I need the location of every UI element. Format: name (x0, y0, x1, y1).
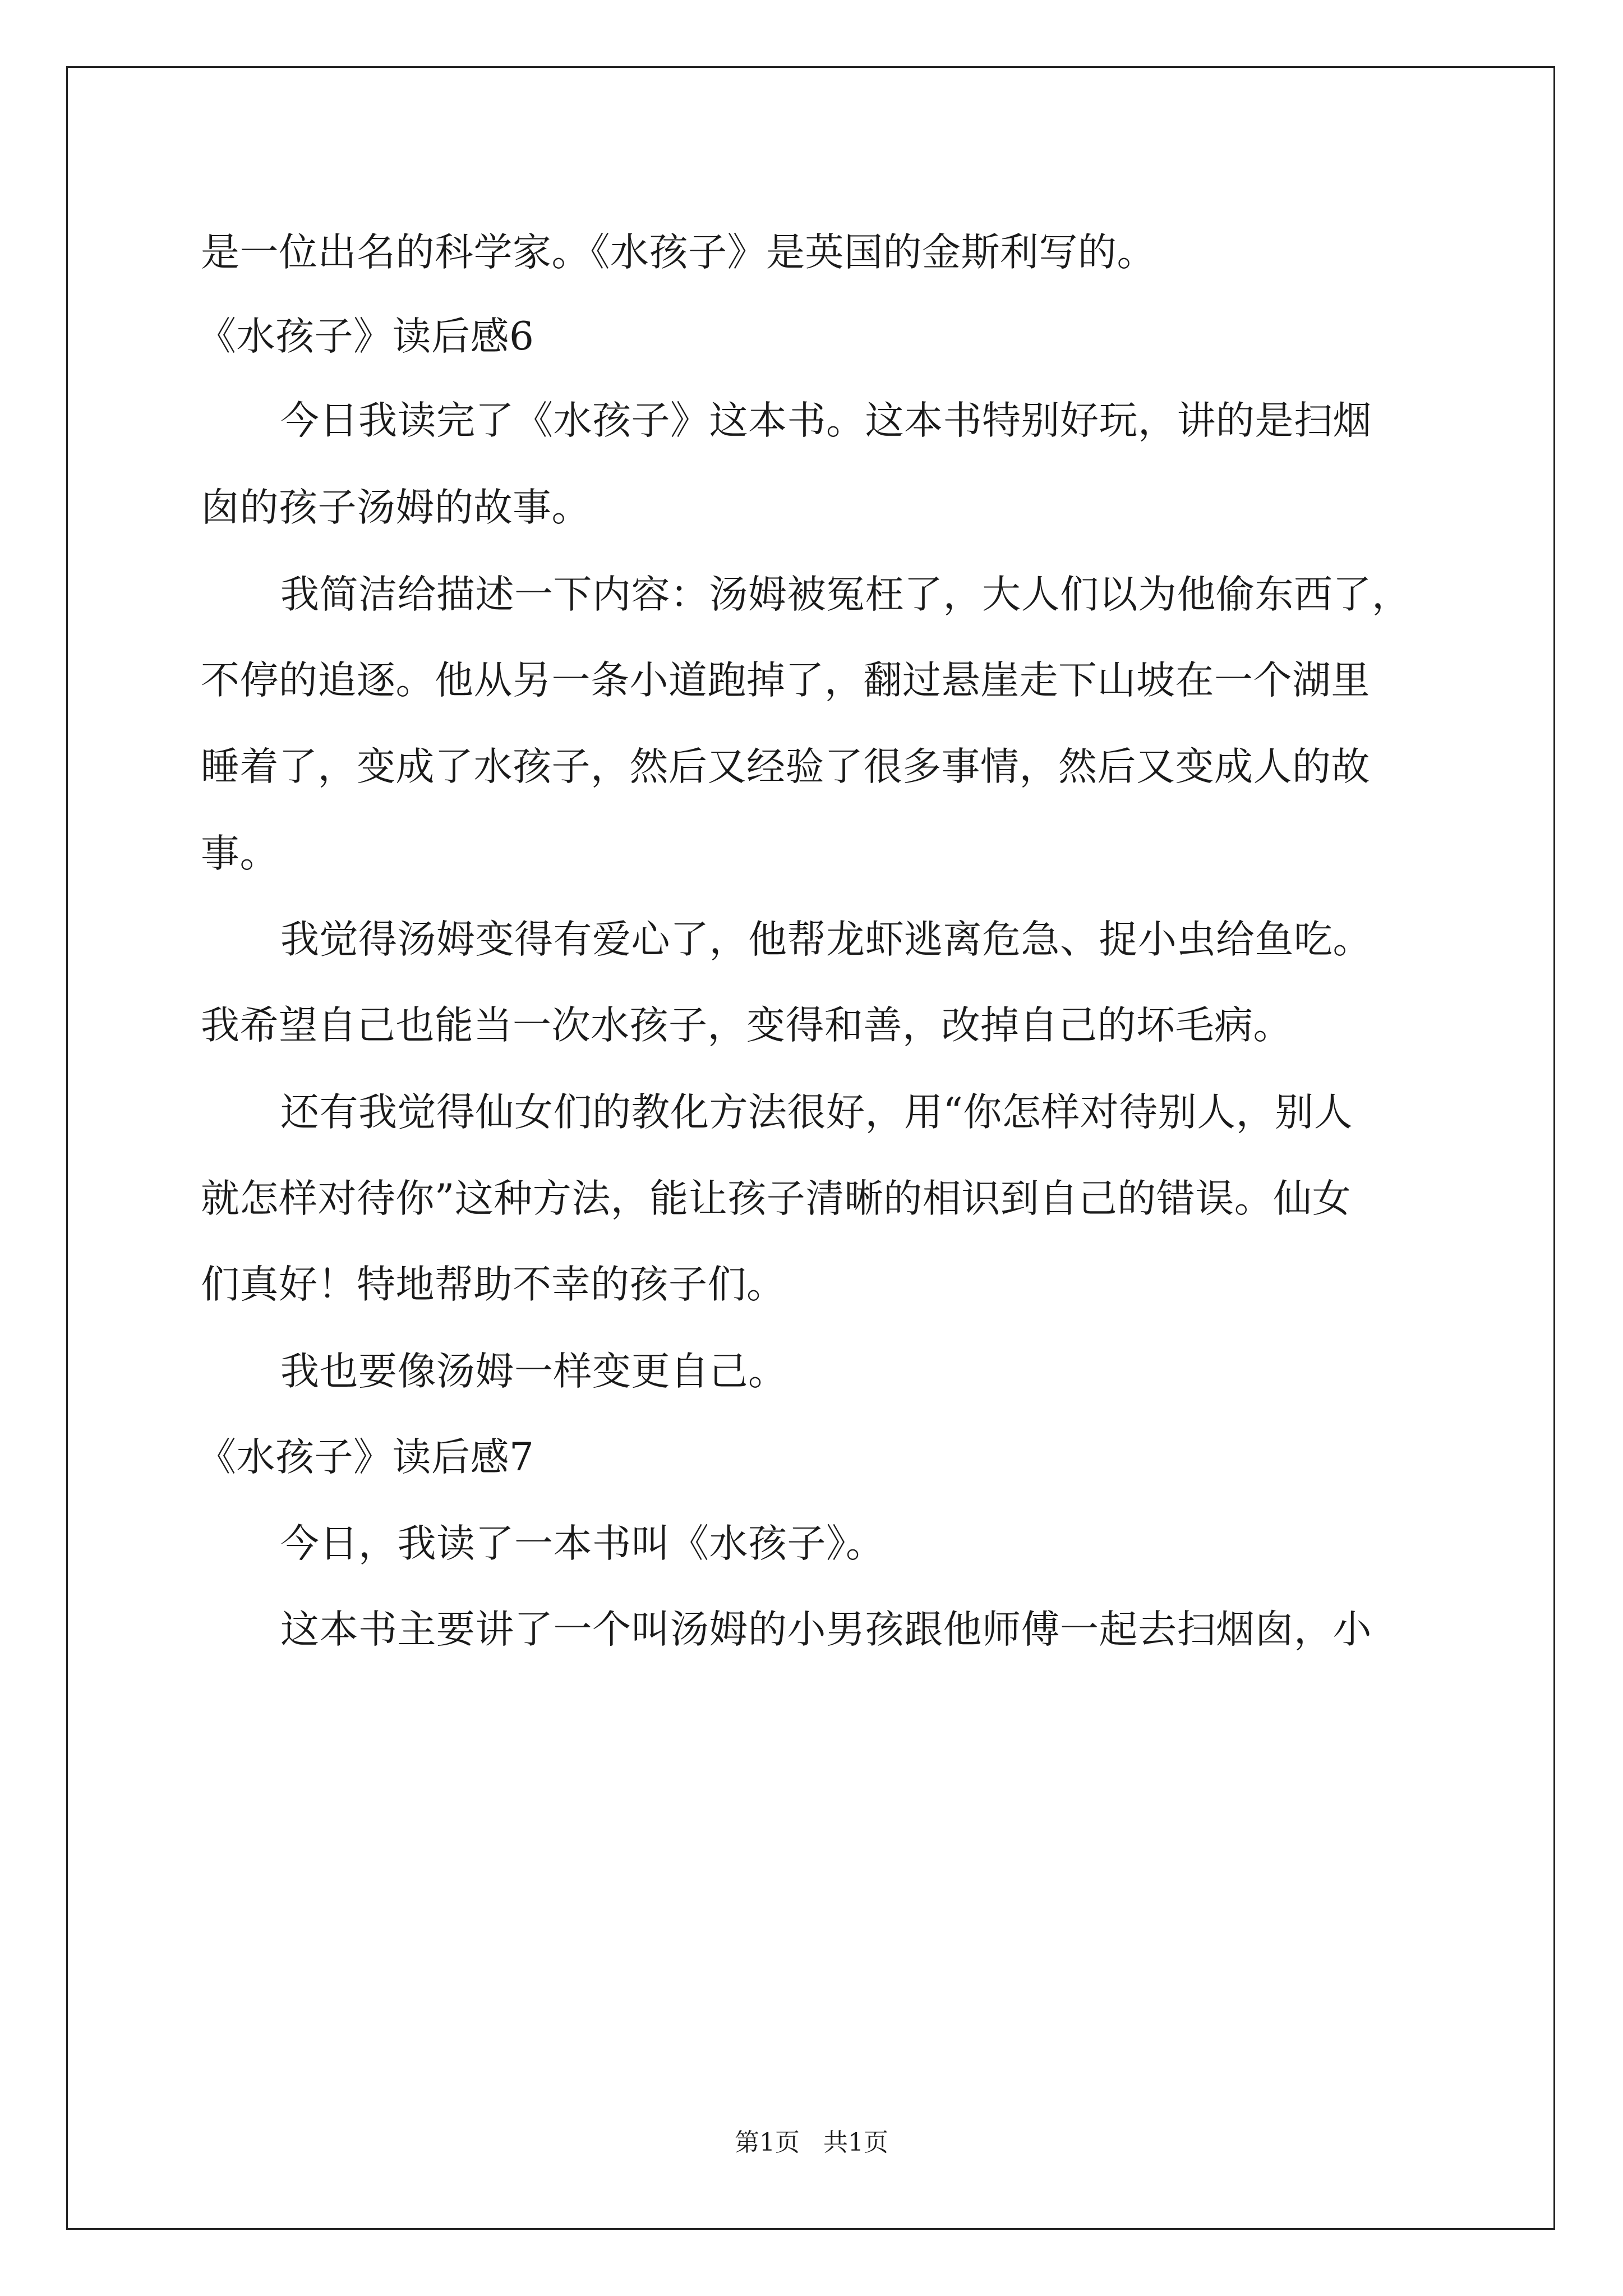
paragraph-2-line-4: 事。 (201, 831, 279, 876)
page-border (66, 66, 1555, 2230)
paragraph-4-line-2: 就怎样对待你”这种方法，能让孩子清晰的相识到自己的错误。仙女 (201, 1176, 1352, 1221)
paragraph-4-line-1: 还有我觉得仙女们的教化方法很好，用“你怎样对待别人，别人 (280, 1090, 1353, 1135)
paragraph-3-line-1: 我觉得汤姆变得有爱心了，他帮龙虾逃离危急、捉小虫给鱼吃。 (280, 917, 1372, 962)
paragraph-2-line-3: 睡着了，变成了水孩子，然后又经验了很多事情，然后又变成人的故 (201, 744, 1370, 789)
paragraph-4-line-3: 们真好！特地帮助不幸的孩子们。 (201, 1262, 786, 1307)
body-line-1: 是一位出名的科学家。《水孩子》是英国的金斯利写的。 (201, 230, 1156, 275)
section-heading-7: 《水孩子》读后感7 (197, 1435, 534, 1480)
paragraph-2-line-2: 不停的追逐。他从另一条小道跑掉了，翻过悬崖走下山坡在一个湖里 (201, 658, 1370, 703)
paragraph-5-line-1: 我也要像汤姆一样变更自己。 (280, 1349, 787, 1394)
paragraph-2-line-1: 我简洁给描述一下内容：汤姆被冤枉了，大人们以为他偷东西了， (280, 572, 1411, 617)
paragraph-1-line-1: 今日我读完了《水孩子》这本书。这本书特别好玩，讲的是扫烟 (280, 398, 1372, 443)
page-footer: 第1页 共1页 (735, 2128, 888, 2157)
paragraph-3-line-2: 我希望自己也能当一次水孩子，变得和善，改掉自己的坏毛病。 (201, 1003, 1292, 1048)
paragraph-7-line-1: 这本书主要讲了一个叫汤姆的小男孩跟他师傅一起去扫烟囱，小 (280, 1607, 1372, 1652)
paragraph-6-line-1: 今日，我读了一本书叫《水孩子》。 (280, 1521, 885, 1566)
paragraph-1-line-2: 囱的孩子汤姆的故事。 (201, 485, 591, 530)
section-heading-6: 《水孩子》读后感6 (197, 314, 534, 359)
